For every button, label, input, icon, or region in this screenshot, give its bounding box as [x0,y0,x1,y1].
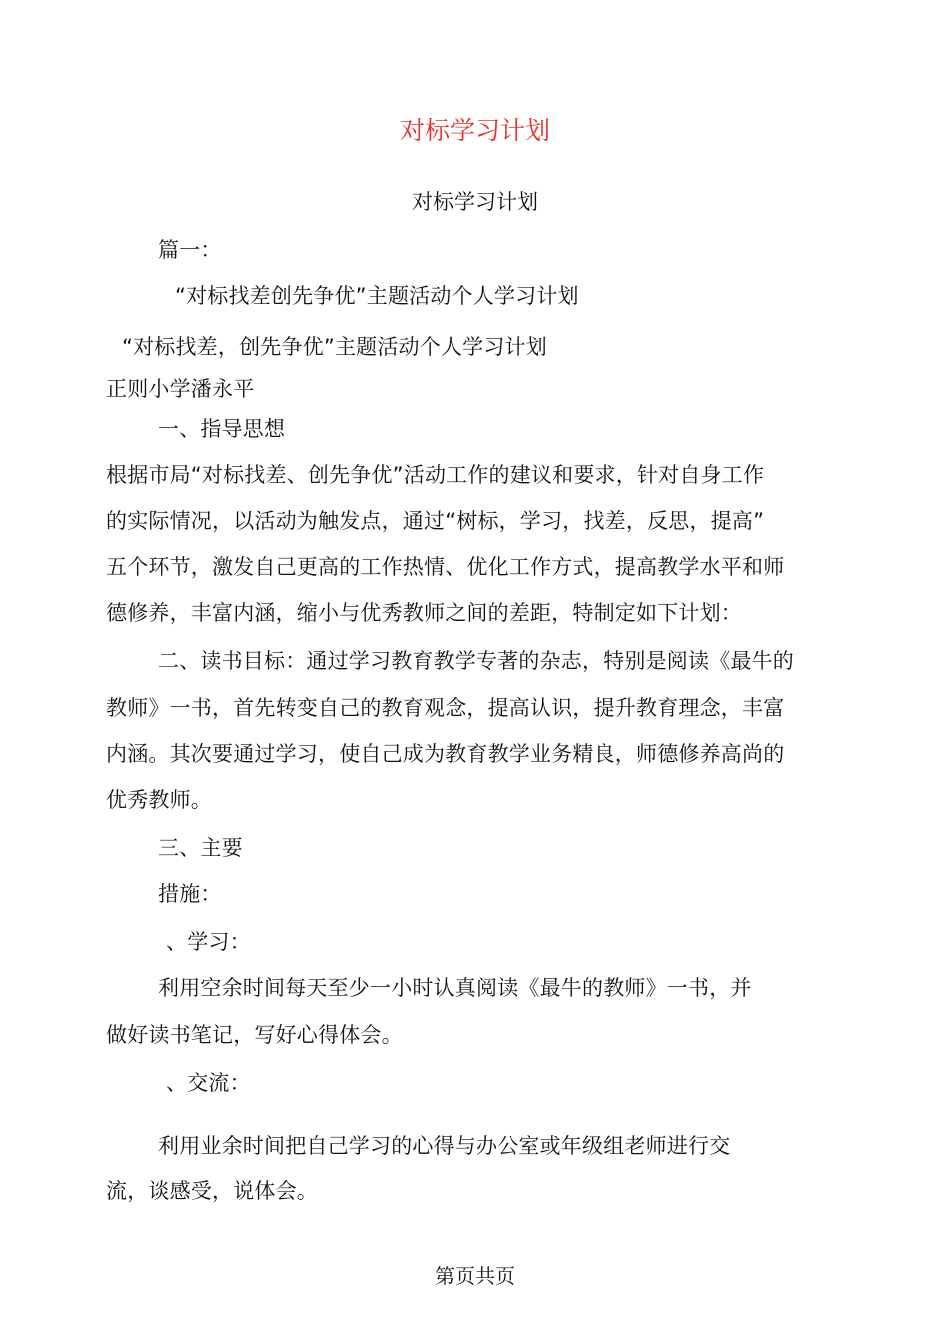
paragraph-line: 利用业余时间把自己学习的心得与办公室或年级组老师进行交 [158,1134,731,1158]
paragraph-line: 做好读书笔记，写好心得体会。 [106,1023,403,1047]
paragraph-line: 优秀教师。 [106,788,212,812]
paragraph-line: 五个环节，激发自己更高的工作热情、优化工作方式，提高教学水平和师 [106,555,785,579]
activity-heading-alt: “对标找差，创先争优”主题活动个人学习计划 [122,335,547,359]
paragraph-line: 的实际情况，以活动为触发点，通过“树标，学习，找差，反思，提高” [106,509,765,533]
paragraph-line: 利用空余时间每天至少一小时认真阅读《最牛的教师》一书，并 [158,976,752,1000]
paragraph-line: 根据市局“对标找差、创先争优”活动工作的建议和要求，针对自身工作 [106,463,765,487]
subheading-study: 、学习： [166,930,251,954]
section-heading-guiding-thought: 一、指导思想 [158,417,286,441]
paragraph-line: 流，谈感受，说体会。 [106,1179,318,1203]
paragraph-line: 德修养，丰富内涵，缩小与优秀教师之间的差距，特制定如下计划： [106,601,742,625]
paragraph-line: 二、读书目标：通过学习教育教学专著的杂志，特别是阅读《最牛的 [158,649,794,673]
activity-heading: “对标找差创先争优”主题活动个人学习计划 [175,284,579,308]
paragraph-line: 内涵。其次要通过学习，使自己成为教育教学业务精良，师德修养高尚的 [106,742,785,766]
section-heading-measures: 措施： [158,882,222,906]
document-title: 对标学习计划 [399,116,550,145]
paragraph-line: 教师》一书，首先转变自己的教育观念，提高认识，提升教育理念，丰富 [106,696,785,720]
section-heading-main: 三、主要 [158,836,243,860]
document-subtitle: 对标学习计划 [412,190,538,214]
section-heading-part-one: 篇一： [158,238,222,262]
page-footer: 第页共页 [435,1264,515,1288]
author-line: 正则小学潘永平 [106,377,255,401]
subheading-exchange: 、交流： [166,1071,251,1095]
